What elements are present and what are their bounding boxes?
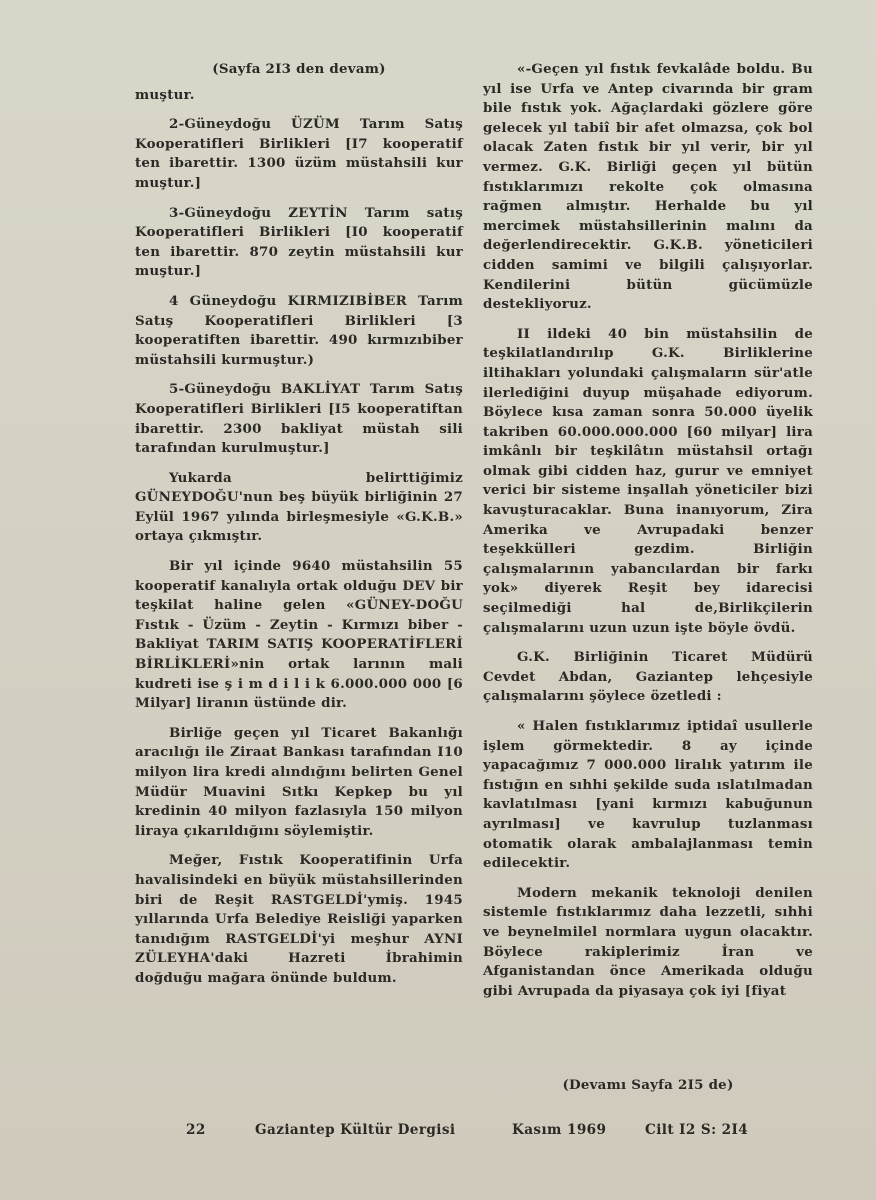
paragraph: 3-Güneydoğu ZEYTİN Tarım satış Kooperatifleri Birlikleri [I0 kooperatif ten ibarettir. 870 zeytin müstahsili kur muştur.] xyxy=(135,204,463,280)
paragraph: Meğer, Fıstık Kooperatifinin Urfa havalisindeki en büyük müstahsillerinden biri de Reşit RASTGELDİ'ymiş. 1945 yıllarında Urfa Belediye Reisliği yaparken tanıdığım RASTGELDİ'yi meşhur AYNI ZÜLEYHA'daki Hazreti İbrahimin doğduğu mağara önünde buldum. xyxy=(135,852,463,986)
paragraph: II ildeki 40 bin müstahsilin de teşkilatlandırılıp G.K. Birliklerine iltihakları yolundaki çalışmaların sür'atle ilerlediğini duyup müşahade ediyorum. Böylece kısa zaman sonra 50.000 üyelik takriben 60.000.000.000 [60 milyar] lira imkânlı bir teşkilâtın müstahsil ortağı olmak gibi cidden haz, gurur ve emniyet verici bir sisteme inşallah yöneticiler bizi kavuşturacaklar. Buna inanıyorum, Zira Amerika ve Avrupadaki benzer teşekkülleri gezdim. Birliğin çalışmalarının yabancılardan bir farkı yok» diyerek Reşit bey idarecisi seçilmediği hal de,Birlikçilerin çalışmalarını uzun uzun işte böyle övdü. xyxy=(483,325,813,636)
paragraph: Bir yıl içinde 9640 müstahsilin 55 kooperatif kanalıyla ortak olduğu DEV bir teşkilat haline gelen «GÜNEY-DOĞU Fıstık - Üzüm - Zeytin - Kırmızı biber - Bakliyat TARIM SATIŞ KOOPERATİFLERİ BİRLİKLERİ»nin ortak larının mali kudreti ise ş i m d i l i k 6.000.000 000 [6 Milyar] liranın üstünde dir. xyxy=(135,558,463,712)
volume-number: Cilt I2 S: 2I4 xyxy=(645,1122,749,1138)
paragraph: Modern mekanik teknoloji denilen sistemle fıstıklarımız daha lezzetli, sıhhi ve beynelmilel normlara uygun olacaktır. Böylece rakiplerimiz İran ve Afganistandan önce Amerikada olduğu gibi Avrupada da piyasaya çok iyi [fiyat xyxy=(483,884,813,999)
paragraph: 4 Güneydoğu KIRMIZIBİBER Tarım Satış Kooperatifleri Birlikleri [3 kooperatiften ibarettir. 490 kırmızıbiber müstahsili kurmuştur.) xyxy=(135,292,463,368)
issue-date: Kasım 1969 xyxy=(512,1122,607,1138)
paragraph: Yukarda belirttiğimiz GÜNEYDOĞU'nun beş büyük birliğinin 27 Eylül 1967 yılında birleşmesiyle «G.K.B.» ortaya çıkmıştır. xyxy=(135,469,463,545)
paragraph: muştur. xyxy=(135,86,195,103)
paragraph: Birliğe geçen yıl Ticaret Bakanlığı aracılığı ile Ziraat Bankası tarafından I10 milyon lira kredi alındığını belirten Genel Müdür Muavini Sıtkı Kepkep bu yıl kredinin 40 milyon fazlasıyla 150 milyon liraya çıkarıldığını söylemiştir. xyxy=(135,724,463,839)
paragraph: «-Geçen yıl fıstık fevkalâde boldu. Bu yıl ise Urfa ve Antep civarında bir gram bile fıstık yok. Ağaçlardaki gözlere göre gelecek yıl tabiî bir afet olmazsa, çok bol olacak Zaten fıstık bir yıl verir, bir yıl vermez. G.K. Birliği geçen yıl bütün fıstıklarımızı rekolte çok olmasına rağmen almıştır. Herhalde bu yıl mercimek müstahsillerinin malını da değerlendirecektir. G.K.B. yöneticileri cidden samimi ve bilgili çalışıyorlar. Kendilerini bütün gücümüzle destekliyoruz. xyxy=(483,61,813,313)
paragraph: « Halen fıstıklarımız iptidaî usullerle işlem görmektedir. 8 ay içinde yapacağımız 7 000.000 liralık yatırım ile fıstığın en sıhhi şekilde suda ıslatılmadan kavlatılması [yani kırmızı kabuğunun ayrılması] ve kavrulup tuzlanması otomatik olarak ambalajlanması temin edilecektir. xyxy=(483,718,813,872)
continued-on-note: (Devamı Sayfa 2I5 de) xyxy=(562,1077,734,1093)
page-number: 22 xyxy=(186,1122,206,1138)
left-column xyxy=(135,60,463,999)
paragraph: 5-Güneydoğu BAKLİYAT Tarım Satış Kooperatifleri Birlikleri [I5 kooperatiftan ibarettir. 2300 bakliyat müstah sili tarafından kurulmuştur.] xyxy=(135,381,463,457)
journal-name: Gaziantep Kültür Dergisi xyxy=(255,1122,456,1138)
continued-from-header: (Sayfa 2I3 den devam) xyxy=(212,61,386,77)
right-column xyxy=(483,60,813,1011)
paragraph: 2-Güneydoğu ÜZÜM Tarım Satış Kooperatifleri Birlikleri [I7 kooperatif ten ibarettir. 1300 üzüm müstahsili kur muştur.] xyxy=(135,116,463,191)
paragraph: G.K. Birliğinin Ticaret Müdürü Cevdet Abdan, Gaziantep lehçesiyle çalışmalarını şöylece özetledi : xyxy=(483,649,813,705)
